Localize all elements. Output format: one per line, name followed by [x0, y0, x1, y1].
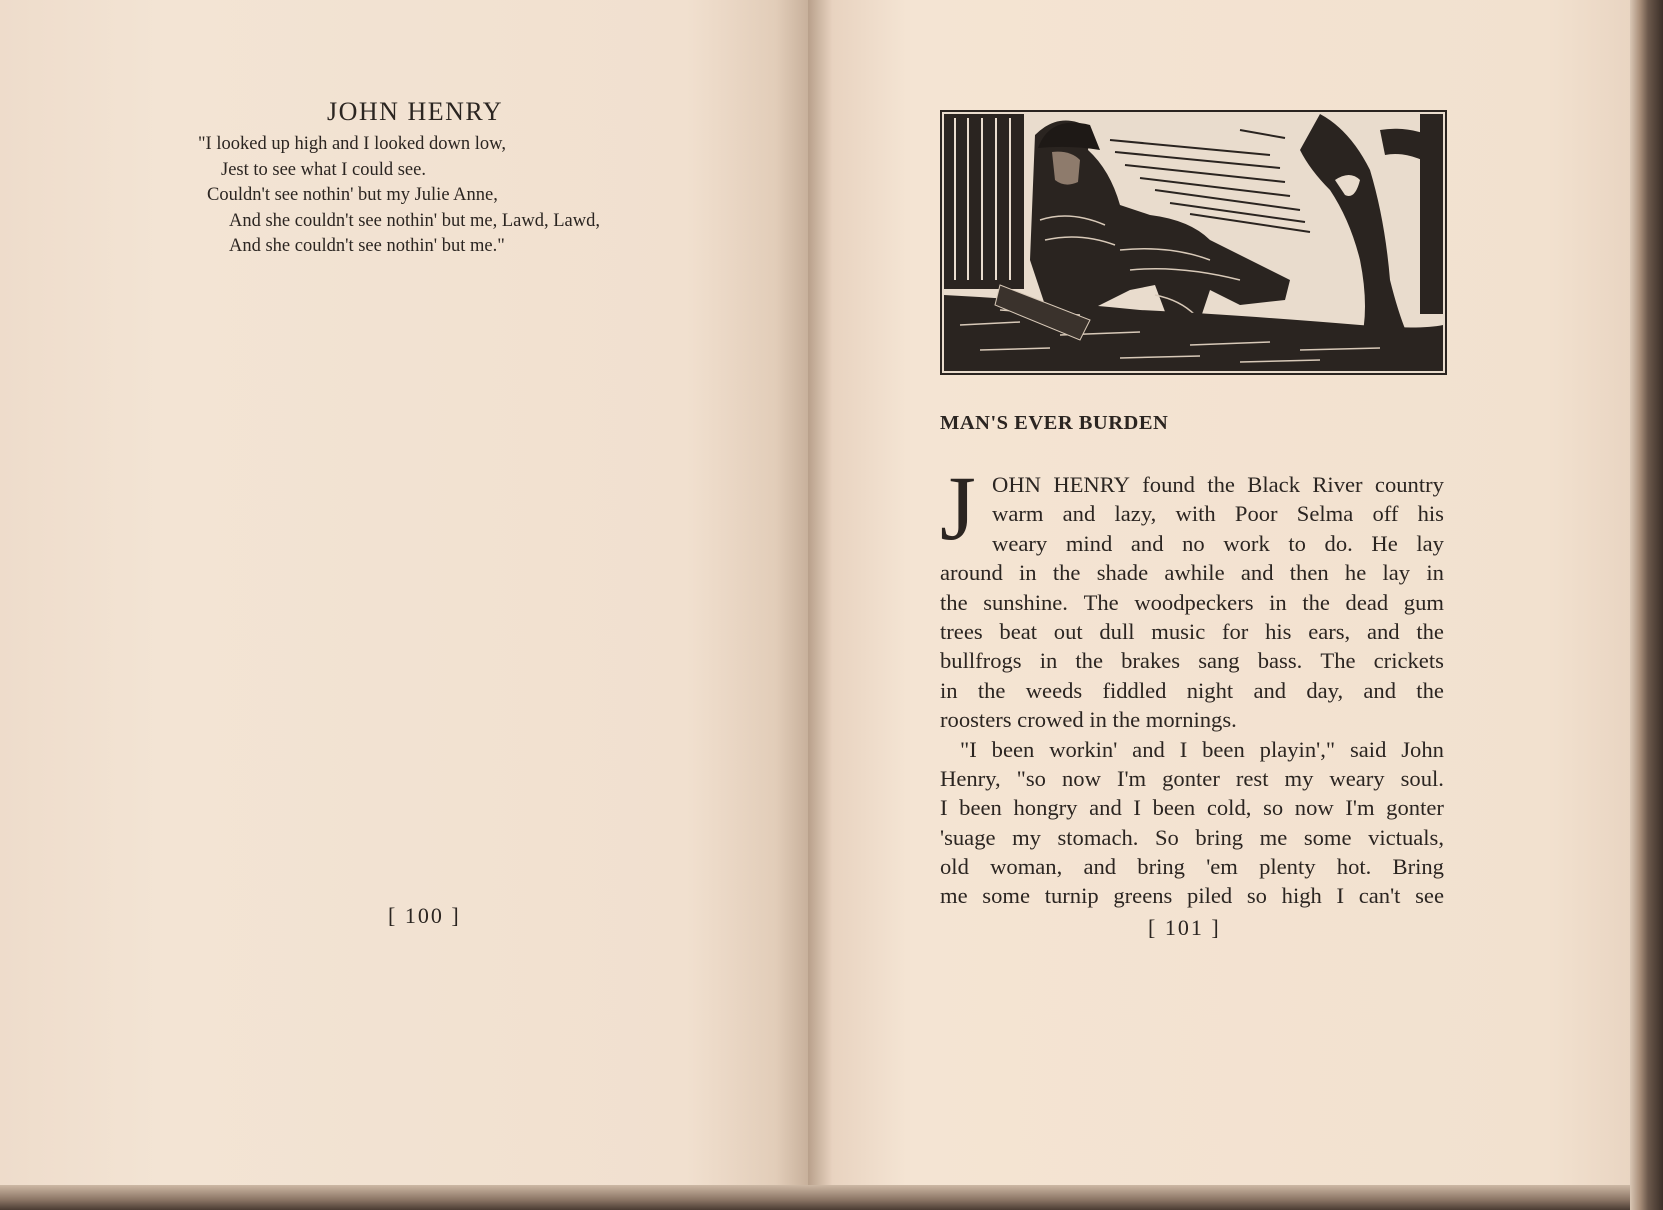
verse-line: And she couldn't see nothin' but me, Lawd, Lawd, — [229, 210, 600, 231]
text-line: I been hongry and I been cold, so now I'm gonter — [940, 795, 1444, 821]
verse-stanza — [198, 132, 718, 260]
left-page — [0, 0, 808, 1185]
text-line: around in the shade awhile and then he lay in — [940, 560, 1444, 586]
text-line: Henry, "so now I'm gonter rest my weary soul. — [940, 765, 1444, 791]
page-number-left: [ 100 ] — [388, 903, 461, 928]
chapter-heading: JOHN HENRY — [327, 97, 504, 126]
text-line: me some turnip greens piled so high I can't see — [940, 883, 1444, 909]
text-line: "I been workin' and I been playin'," said John — [960, 736, 1444, 762]
text-line: trees beat out dull music for his ears, and the — [940, 618, 1444, 644]
verse-line: "I looked up high and I looked down low, — [198, 134, 506, 154]
text-line: roosters crowed in the mornings. — [940, 707, 1237, 733]
text-line: bullfrogs in the brakes sang bass. The crickets — [940, 648, 1444, 674]
text-line: OHN HENRY found the Black River country — [992, 472, 1444, 497]
text-line: the sunshine. The woodpeckers in the dead gum — [940, 589, 1444, 615]
text-line: old woman, and bring 'em plenty hot. Bring — [940, 854, 1444, 880]
page-number-right: [ 101 ] — [1148, 915, 1221, 940]
page-edge — [1630, 0, 1663, 1210]
woodcut-illustration — [940, 110, 1447, 375]
body-text — [940, 470, 1444, 911]
verse-line: Jest to see what I could see. — [221, 159, 426, 180]
section-title: MAN'S EVER BURDEN — [940, 412, 1169, 434]
verse-line: And she couldn't see nothin' but me." — [229, 236, 505, 256]
text-line: weary mind and no work to do. He lay — [992, 530, 1444, 556]
text-line: in the weeds fiddled night and day, and the — [940, 677, 1444, 703]
text-line: 'suage my stomach. So bring me some victuals, — [940, 824, 1444, 850]
book-cover-edge — [0, 1185, 1630, 1210]
verse-line: Couldn't see nothin' but my Julie Anne, — [207, 185, 498, 205]
drop-cap: J — [940, 457, 976, 559]
text-line: warm and lazy, with Poor Selma off his — [992, 501, 1444, 527]
